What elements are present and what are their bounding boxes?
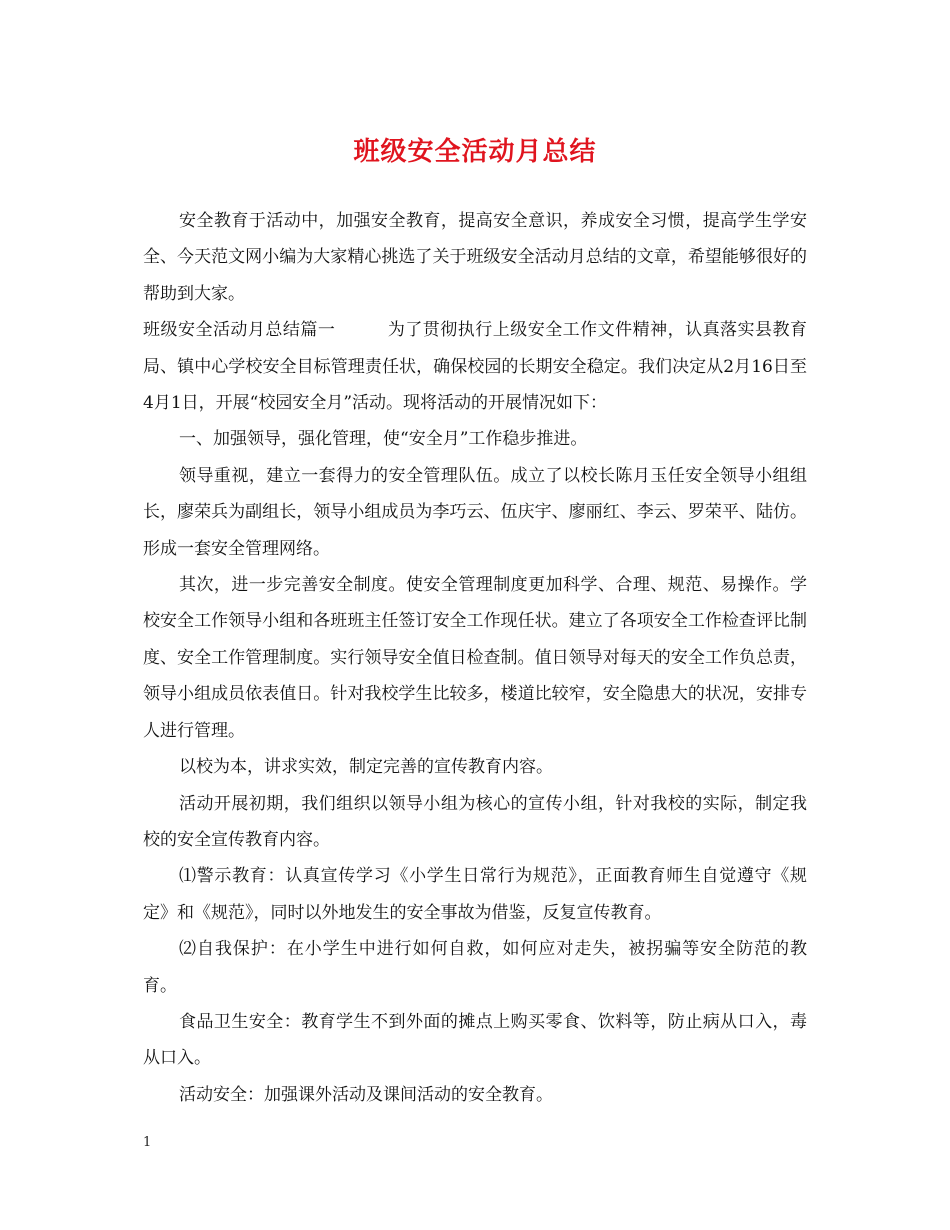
section-paragraph <box>143 312 807 421</box>
paragraph-9: 活动安全：加强课外活动及课间活动的安全教育。 <box>179 1084 553 1105</box>
paragraph-2: 领导重视，建立一套得力的安全管理队伍。成立了以校长陈月玉任安全领导小组组长，廖荣兵为副组长，领导小组成员为李巧云、伍庆宇、廖丽红、李云、罗荣平、陆仿。形成一套安全管理网络。 <box>143 465 807 559</box>
paragraph-5: 活动开展初期，我们组织以领导小组为核心的宣传小组，针对我校的实际，制定我校的安全宣传教育内容。 <box>143 793 807 850</box>
page-number: 1 <box>143 1135 152 1150</box>
intro-paragraph: 安全教育于活动中，加强安全教育，提高安全意识，养成安全习惯，提高学生学安全、今天范文网小编为大家精心挑选了关于班级安全活动月总结的文章，希望能够很好的帮助到大家。 <box>143 211 807 304</box>
paragraph-3: 其次，进一步完善安全制度。使安全管理制度更加科学、合理、规范、易操作。学校安全工作领导小组和各班班主任签订安全工作现任状。建立了各项安全工作检查评比制度、安全工作管理制度。实行领导安全值日检查制。值日领导对每天的安全工作负总责，领导小组成员依表值日。针对我校学生比较多，楼道比较窄，安全隐患大的状况，安排专人进行管理。 <box>143 575 807 741</box>
paragraph-8: 食品卫生安全：教育学生不到外面的摊点上购买零食、饮料等，防止病从口入，毒从口入。 <box>143 1011 807 1069</box>
document-body <box>143 203 807 1113</box>
section-text: 为了贯彻执行上级安全工作文件精神，认真落实县教育局、镇中心学校安全目标管理责任状，确保校园的长期安全稳定。我们决定从2月16日至4月1日，开展“校园安全月”活动。现将活动的开展情况如下： <box>143 320 807 414</box>
paragraph-4: 以校为本，讲求实效，制定完善的宣传教育内容。 <box>179 757 553 778</box>
document-title: 班级安全活动月总结 <box>353 137 597 167</box>
paragraph-1: 一、加强领导，强化管理，使“安全月”工作稳步推进。 <box>179 429 588 450</box>
paragraph-7: ⑵自我保护：在小学生中进行如何自救，如何应对走失，被拐骗等安全防范的教育。 <box>143 939 807 996</box>
section-heading: 班级安全活动月总结篇一 <box>143 320 336 341</box>
paragraph-6: ⑴警示教育：认真宣传学习《小学生日常行为规范》，正面教育师生自觉遵守《规定》和《规范》，同时以外地发生的安全事故为借鉴，反复宣传教育。 <box>143 866 807 923</box>
